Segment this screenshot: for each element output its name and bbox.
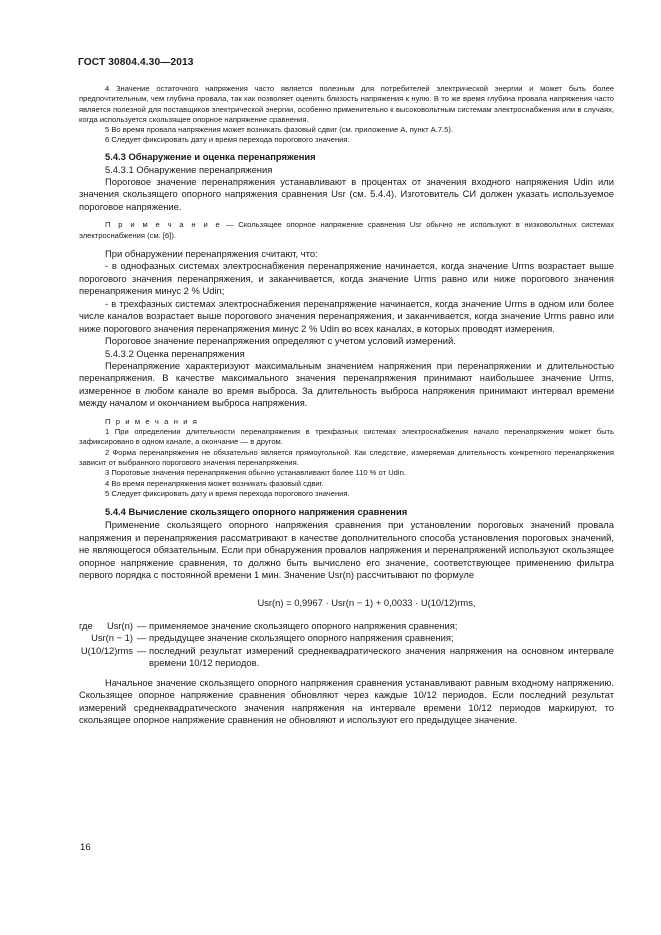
note-top-5: 5 Во время провала напряжения может возникать фазовый сдвиг (см. приложение А, пункт А.7.5). [105, 125, 454, 135]
subsection-title-5431: 5.4.3.1 Обнаружение перенапряжения [105, 163, 273, 175]
note-top-6: 6 Следует фиксировать дату и время перехода порогового значения. [105, 135, 350, 145]
note-top-4: 4 Значение остаточного напряжения часто является полезным для потребителей электрической энергии и может быть более предпочтительным, чем глубина провала, так как позволяет оценить близость напряжения к нулю. В то же время глубина провала напряжения часто является полезной для поставщиков электрической энергии, особенно применительно к высоковольтным системам электроснабжения или в случаях, когда используется скользящее опорное напряжение сравнения. [79, 84, 614, 124]
paragraph-threshold-conditions: Пороговое значение перенапряжения определяют с учетом условий измерений. [105, 335, 456, 347]
note-label: П р и м е ч а н и е [105, 220, 222, 230]
paragraph-three-phase: - в трехфазных системах электроснабжения перенапряжение начинается, когда значение Urms в одном или более числе каналов возрастает выше порогового значения перенапряжения, и заканчивается, когда значение Urms равно или ниже порогового значения перенапряжения минус 2 % Udin во всех каналах, в которых проводят измерения. [79, 297, 614, 334]
paragraph-sliding-reference: Применение скользящего опорного напряжения сравнения при установлении пороговых значений провала напряжения и перенапряжения рассматривают в качестве дополнительного способа установления пороговых значений, не являющегося обязательным. Если при обнаружения провалов напряжения и перенапряжений используют скользящее опорное напряжение сравнения, то должно быть вычислено его значение, соответствующее применению фильтра первого порядка с постоянной времени 1 мин. Значение Usr(n) рассчитывают по формуле [79, 519, 614, 581]
where-definition-2: предыдущее значение скользящего опорного напряжения сравнения; [149, 632, 454, 644]
section-heading-543: 5.4.3 Обнаружение и оценка перенапряжения [105, 150, 316, 162]
paragraph-detection-intro: При обнаружении перенапряжения считают, что: [105, 247, 318, 259]
standard-header: ГОСТ 30804.4.30—2013 [78, 57, 194, 68]
where-definition-1: применяемое значение скользящего опорного напряжения сравнения; [149, 619, 458, 631]
note-item-3: 3 Пороговые значения перенапряжения обычно устанавливают более 110 % от Udin. [105, 468, 406, 478]
paragraph-initial-value: Начальное значение скользящего опорного напряжения сравнения устанавливают равным входному напряжению. Скользящее опорное напряжение сравнения обновляют через каждые 10/12 периодов. Если последний результат измерений среднеквадратического значения напряжения на интервале времени 10/12 периодов маркируют, то скользящее опорное напряжение сравнения не обновляют и используют его предыдущее значение. [79, 676, 614, 726]
formula-sliding-reference: Usr(n) = 0,9967 · Usr(n − 1) + 0,0033 · U(10/12)rms, [257, 596, 476, 608]
paragraph-single-phase: - в однофазных системах электроснабжения перенапряжение начинается, когда значение Urms возрастает выше порогового значения перенапряжения, и заканчивается, когда значение Urms равно или ниже порогового значения перенапряжения минус 2 % Udin; [79, 260, 614, 297]
where-row-1: где Usr(n) — применяемое значение скользящего опорного напряжения сравнения; [79, 620, 614, 633]
note-item-4: 4 Во время перенапряжения может возникать фазовый сдвиг. [105, 478, 324, 488]
where-row-2: Usr(n − 1) — предыдущее значение скользящего опорного напряжения сравнения; [79, 632, 614, 645]
note-sliding-reference [79, 220, 614, 241]
note-item-2: 2 Форма перенапряжения не обязательно является прямоугольной. Как следствие, измеряемая длительность конкретного перенапряжения зависит от выбранного порогового значения перенапряжения. [79, 447, 614, 468]
subsection-title-5432: 5.4.3.2 Оценка перенапряжения [105, 347, 245, 359]
paragraph-overvoltage-evaluation: Перенапряжение характеризуют максимальным значением напряжения при перенапряжении и длительностью перенапряжения. В качестве максимального значения перенапряжения принимают наибольшее значение Urms, измеренное в любом канале во время выброса. За длительность выброса напряжения принимают интервал времени между началом и окончанием выброса напряжения. [79, 359, 614, 409]
notes-label: П р и м е ч а н и я [105, 416, 199, 426]
page-number: 16 [80, 842, 91, 853]
where-symbol-2: Usr(n − 1) [91, 632, 133, 644]
note-item-5: 5 Следует фиксировать дату и время перехода порогового значения. [105, 488, 350, 498]
where-word: где [79, 619, 93, 631]
page-content [79, 84, 614, 727]
paragraph-overvoltage-threshold: Пороговое значение перенапряжения устанавливают в процентах от значения входного напряжения Udin или значения скользящего опорного напряжения сравнения Usr (см. 5.4.4). Изготовитель СИ должен указать используемое пороговое напряжение. [79, 175, 614, 212]
where-symbol-1: Usr(n) [106, 619, 133, 631]
where-symbol-3: U(10/12)rms [80, 644, 133, 656]
where-row-3: U(10/12)rms — последний результат измерений среднеквадратического значения напряжения на основном интервале времени 10/12 периодов. [80, 644, 614, 669]
note-item-1: 1 При определении длительности перенапряжения в трехфазных системах электроснабжения начало перенапряжения может быть зафиксировано в одном канале, а окончание — в другом. [79, 427, 614, 447]
where-definition-3: последний результат измерений среднеквадратического значения напряжения на основном интервале времени 10/12 периодов. [149, 644, 614, 669]
section-heading-544: 5.4.4 Вычисление скользящего опорного напряжения сравнения [105, 506, 408, 518]
note-text: — Скользящее опорное напряжение сравнения Usr обычно не используют в низковольтных системах электроснабжения (см. [6]). [79, 220, 615, 240]
